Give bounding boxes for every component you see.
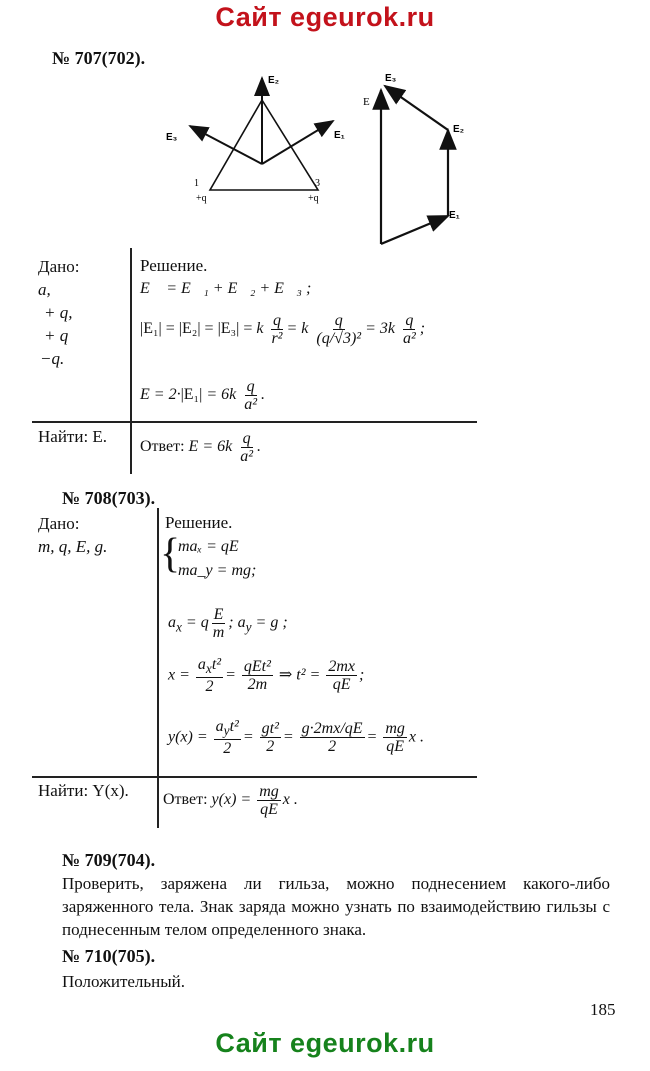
given-title: Дано: — [38, 257, 80, 276]
divider-vertical-707 — [130, 248, 132, 474]
vector-e3 — [190, 126, 262, 164]
page-number: 185 — [590, 1000, 616, 1019]
given-item: + q — [44, 326, 69, 345]
label-charge-1: +q — [196, 193, 207, 204]
system-brace: { — [160, 531, 181, 577]
solution-title-707: Решение. — [140, 256, 208, 275]
eq-707-result: E = 2·|E₁| = 6k $\frac{q}{\text{a²}}$ . — [140, 378, 266, 413]
label-charge-3: +q — [308, 193, 319, 204]
sys-708-line-1: maₓ = qE — [178, 538, 239, 555]
poly-label-e3: E₃ — [385, 73, 397, 84]
poly-label-e2: E₂ — [453, 124, 465, 135]
sys-708-line-2: ma_y = mg; — [178, 562, 257, 579]
problem-708-number: № 708(703). — [62, 488, 156, 508]
site-footer[interactable]: Сайт egeurok.ru — [215, 1028, 435, 1058]
label-e1: E₁ — [334, 130, 345, 141]
label-corner-3: 3 — [315, 178, 320, 189]
eq-707-magnitude: |E₁| = |E₂| = |E₃| = k $\frac{q}{\text{r²}}$ = k $\frac{q}{\text{(q/√3)²}}$ = 3k $\frac{q}{\text{a²}}$ ; — [140, 312, 426, 347]
answer-707: Ответ: E = 6k $\frac{q}{\text{a²}}$ . — [140, 430, 262, 465]
divider-horizontal-708 — [32, 776, 477, 778]
find-708: Найти: Y(x). — [38, 781, 129, 800]
given-item: + q, — [44, 303, 73, 322]
poly-label-e: E — [363, 96, 370, 108]
answer-708: Ответ: y(x) = $\frac{mg}{qE}$ x . — [163, 783, 298, 818]
label-e2: E₂ — [268, 75, 280, 86]
label-corner-1: 1 — [194, 178, 199, 189]
given-item: −q. — [40, 349, 65, 368]
poly-label-e1: E₁ — [449, 210, 460, 221]
problem-710-text: Положительный. — [62, 972, 186, 991]
vector-sum-diagram — [355, 68, 495, 253]
poly-e3 — [385, 86, 448, 130]
given-item: a, — [38, 280, 51, 299]
triangle-field-diagram — [150, 68, 360, 218]
site-header[interactable]: Сайт egeurok.ru — [215, 2, 435, 32]
given-item: m, q, E, g. — [38, 537, 108, 556]
eq-708-accel: $a_x = q$ $\frac{E}{m}$ ; $a_y = g$ ; — [168, 606, 288, 641]
given-707 — [38, 255, 79, 370]
eq-708-y: y(x) = $\frac{a_yt^2}{2}$ = $\frac{\text{gt²}}{2}$ = $\frac{g\cdot 2mx/qE}{2}$ = $\frac{mg}{qE}$ x . — [168, 718, 425, 758]
divider-horizontal-707 — [32, 421, 477, 423]
given-708 — [38, 512, 107, 558]
given-title: Дано: — [38, 514, 80, 533]
eq-707-vector-sum: E⃗ = E⃗₁ + E⃗₂ + E⃗₃ ; — [140, 280, 312, 297]
problem-710-number: № 710(705). — [62, 946, 156, 966]
divider-vertical-708 — [157, 508, 159, 828]
find-707: Найти: E. — [38, 427, 108, 446]
problem-709-number: № 709(704). — [62, 850, 156, 870]
problem-707-number: № 707(702). — [52, 48, 146, 68]
problem-709-text: Проверить, заряжена ли гильза, можно поднесением какого-либо заряженного тела. Знак заряда можно узнать по взаимодействию гильзы с поднесенным телом определенного знака. — [62, 874, 610, 939]
label-e3: E₃ — [166, 132, 178, 143]
poly-e1 — [381, 216, 448, 244]
eq-708-x: x = $\frac{a_xt^2}{2}$ = $\frac{\text{qEt²}}{2m}$ ⇒ t² = $\frac{2mx}{qE}$ ; — [168, 656, 365, 696]
solution-title-708: Решение. — [165, 513, 233, 532]
